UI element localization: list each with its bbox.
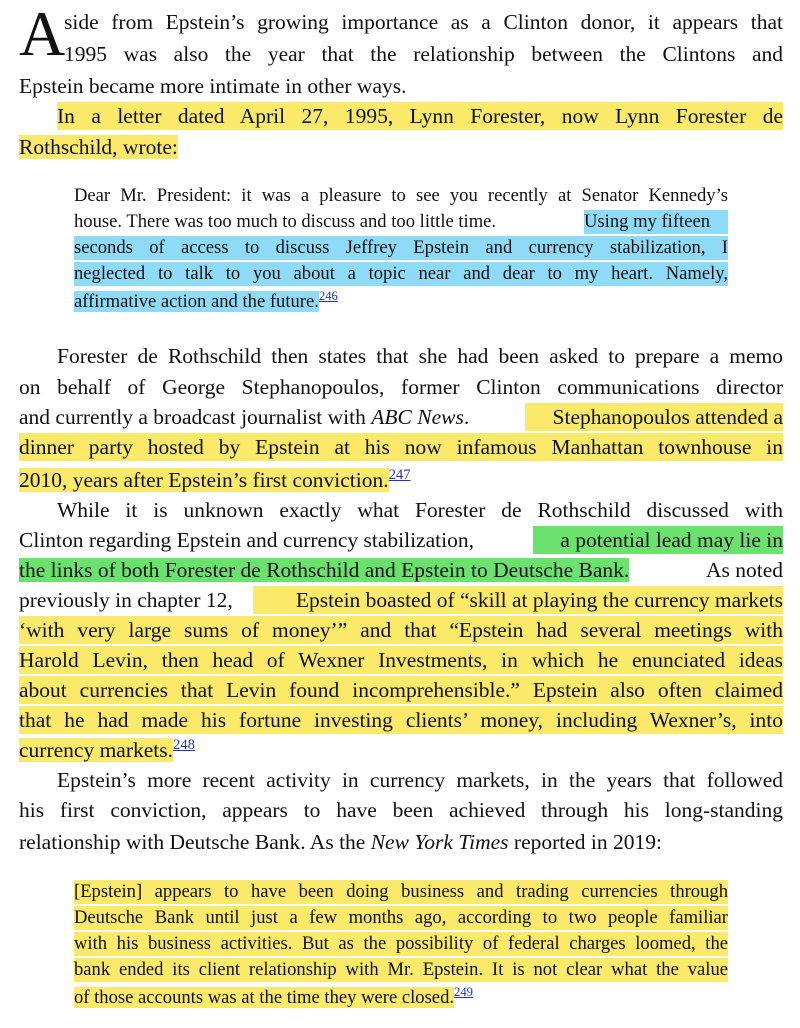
footnote-246-link[interactable]: 246	[318, 288, 338, 303]
para4-line6: Harold Levin, then head of Wexner Investments, in which he enunciated ideas	[19, 648, 783, 672]
para4-line2a: Clinton regarding Epstein and currency stabilization,	[19, 528, 474, 552]
para4-line9-text: currency markets.	[19, 738, 174, 762]
para4-line3b: As noted	[705, 558, 783, 582]
para4-line3a: the links of both Forester de Rothschild and Epstein to Deutsche Bank.	[19, 558, 630, 582]
para3-line5	[19, 466, 411, 494]
para3-line3	[19, 403, 783, 431]
para5-line3c: reported in 2019:	[513, 830, 662, 854]
quote1-line2b: Using my fifteen	[584, 210, 728, 234]
drop-cap: A	[19, 0, 66, 69]
para2-line1: In a letter dated April 27, 1995, Lynn Forester, now Lynn Forester de	[57, 104, 783, 128]
para3-line1: Forester de Rothschild then states that she had been asked to prepare a memo	[57, 344, 783, 368]
para4-line4b: Epstein boasted of “skill at playing the currency markets	[253, 586, 783, 614]
quote2-line4: bank ended its client relationship with Mr. Epstein. It is not clear what the value	[74, 959, 728, 980]
para4-line9	[19, 736, 195, 764]
para4-line1: While it is unknown exactly what Forester de Rothschild discussed with	[57, 498, 783, 522]
footnote-248-link[interactable]: 248	[173, 736, 195, 753]
para5-line3	[19, 828, 662, 856]
quote2-line2: Deutsche Bank until just a few months ago, according to two people familiar	[74, 907, 728, 928]
para4-line5: ‘with very large sums of money’” and that “Epstein had several meetings with	[19, 618, 783, 642]
para3-line5-text: 2010, years after Epstein’s first conviction.	[19, 468, 389, 492]
para4-line7: about currencies that Levin found incomprehensible.” Epstein also often claimed	[19, 678, 783, 702]
quote1-line5	[74, 290, 338, 314]
para4-line2	[19, 526, 783, 554]
para3-line3a: and currently a broadcast journalist with	[19, 405, 366, 429]
para1-line2: 1995 was also the year that the relationship between the Clintons and	[64, 42, 783, 66]
new-york-times: New York Times	[370, 830, 509, 854]
footnote-249-link[interactable]: 249	[454, 984, 473, 999]
quote2-line1: [Epstein] appears to have been doing business and trading currencies through	[74, 881, 728, 902]
para4-line8: that he had made his fortune investing clients’ money, including Wexner’s, into	[19, 708, 783, 732]
para3-line4: dinner party hosted by Epstein at his now infamous Manhattan townhouse in	[19, 435, 783, 459]
para4-line3	[19, 556, 783, 584]
quote2-line3: with his business activities. But as the possibility of federal charges loomed, the	[74, 933, 728, 954]
para4-line2b: a potential lead may lie in	[533, 526, 783, 554]
quote1-line1: Dear Mr. President: it was a pleasure to see you recently at Senator Kennedy’s	[74, 185, 728, 206]
quote1-line4: neglected to talk to you about a topic near and dear to my heart. Namely,	[74, 263, 728, 284]
para5-line3a: relationship with Deutsche Bank. As the	[19, 830, 366, 854]
quote2-line5-text: of those accounts was at the time they were closed.	[74, 987, 455, 1008]
quote1-line2a: house. There was too much to discuss and too little time.	[74, 211, 497, 232]
abc-news: ABC News	[371, 405, 464, 429]
para1-line3: Epstein became more intimate in other ways.	[19, 74, 407, 98]
para2-line2	[19, 133, 178, 161]
para4-line4	[19, 586, 783, 614]
para1-line1: side from Epstein’s growing importance as a Clinton donor, it appears that	[64, 10, 783, 34]
quote1-line2	[74, 210, 728, 234]
para3-line3d: Stephanopoulos attended a	[525, 403, 783, 431]
quote2-line5	[74, 986, 473, 1010]
para3-line3c: .	[463, 405, 470, 429]
para5-line1: Epstein’s more recent activity in currency markets, in the years that followed	[57, 768, 783, 792]
para3-line2: on behalf of George Stephanopoulos, former Clinton communications director	[19, 375, 783, 399]
para4-line4a: previously in chapter 12,	[19, 588, 233, 612]
footnote-247-link[interactable]: 247	[388, 466, 411, 483]
quote1-line5-text: affirmative action and the future.	[74, 291, 319, 312]
para2-line2-text: Rothschild, wrote:	[19, 135, 178, 159]
quote1-line3: seconds of access to discuss Jeffrey Epstein and currency stabilization, I	[74, 237, 728, 258]
para5-line2: his first conviction, appears to have been achieved through his long-standing	[19, 798, 783, 822]
